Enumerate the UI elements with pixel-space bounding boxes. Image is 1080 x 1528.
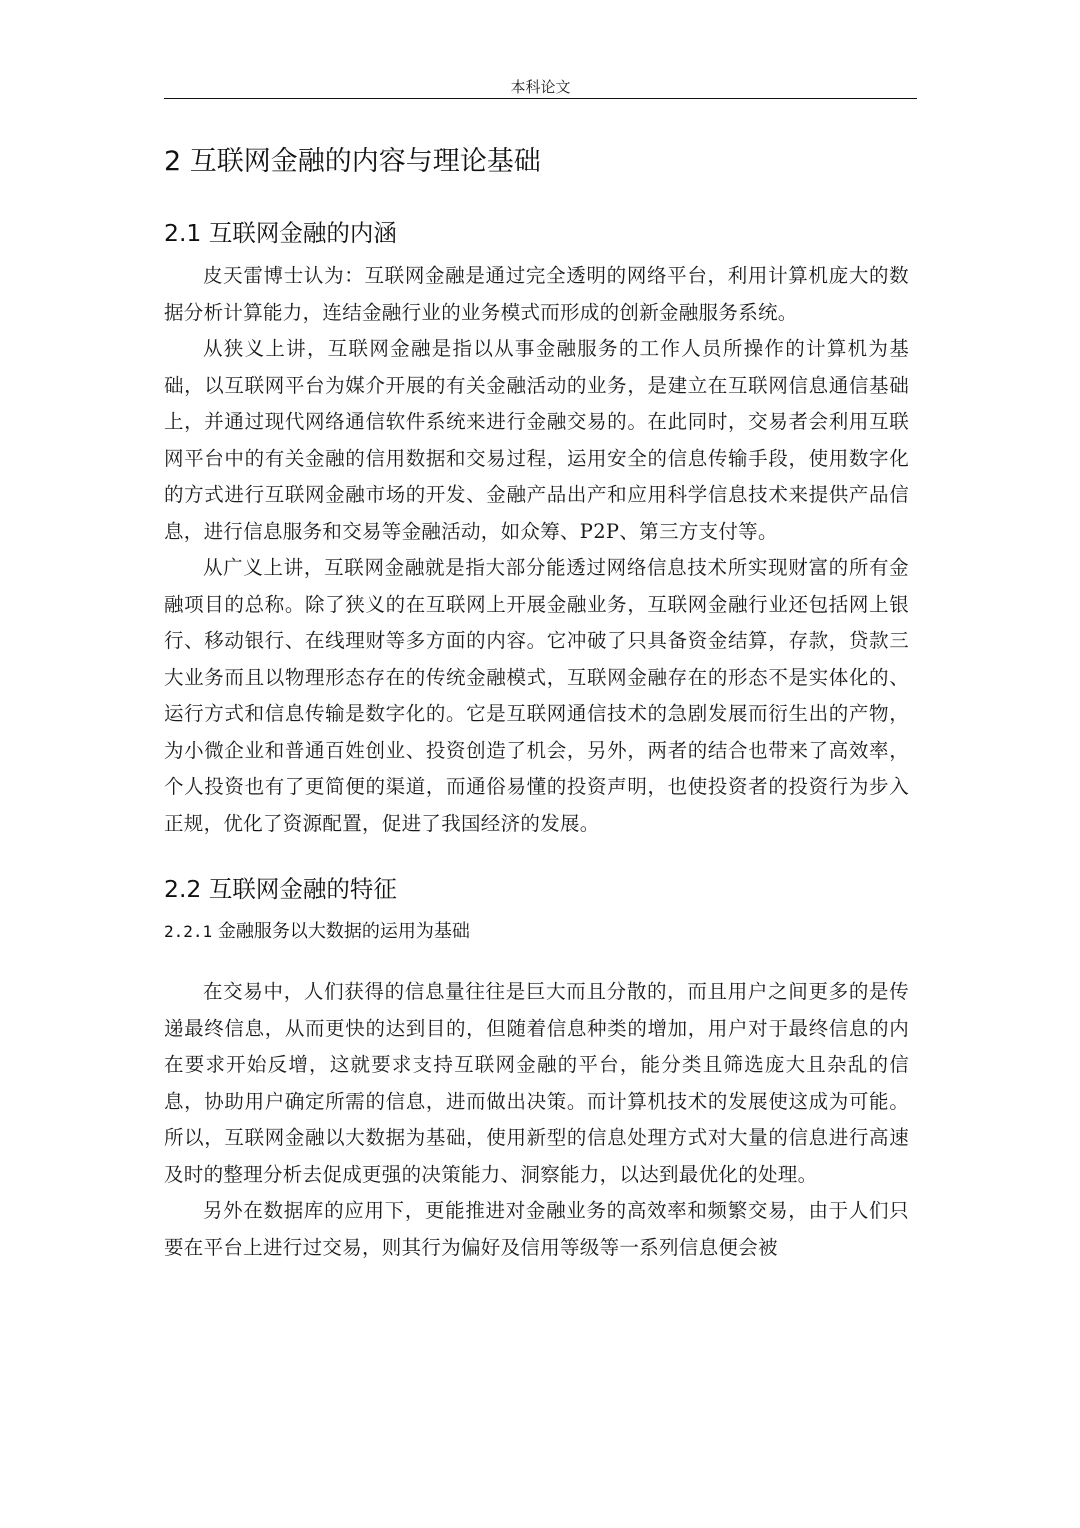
subsection-label: 金融服务以大数据的运用为基础: [217, 921, 470, 942]
paragraph: 从狭义上讲，互联网金融是指以从事金融服务的工作人员所操作的计算机为基础，以互联网平台为媒介开展的有关金融活动的业务，是建立在互联网信息通信基础上，并通过现代网络通信软件系统来进行金融交易的。在此同时，交易者会利用互联网平台中的有关金融的信用数据和交易过程，运用安全的信息传输手段，使用数字化的方式进行互联网金融市场的开发、金融产品出产和应用科学信息技术来提供产品信息，进行信息服务和交易等金融活动，如众筹、P2P、第三方支付等。: [164, 337, 909, 543]
paragraph: 皮天雷博士认为：互联网金融是通过完全透明的网络平台，利用计算机庞大的数据分析计算能力，连结金融行业的业务模式而形成的创新金融服务系统。: [164, 264, 909, 324]
paragraph: 另外在数据库的应用下，更能推进对金融业务的高效率和频繁交易，由于人们只要在平台上进行过交易，则其行为偏好及信用等级等一系列信息便会被: [164, 1199, 909, 1259]
section-title-2-1: 2.1 互联网金融的内涵: [164, 219, 397, 247]
paragraph: 从广义上讲，互联网金融就是指大部分能透过网络信息技术所实现财富的所有金融项目的总称。除了狭义的在互联网上开展金融业务，互联网金融行业还包括网上银行、移动银行、在线理财等多方面的内容。它冲破了只具备资金结算，存款，贷款三大业务而且以物理形态存在的传统金融模式，互联网金融存在的形态不是实体化的、运行方式和信息传输是数字化的。它是互联网通信技术的急剧发展而衍生出的产物，为小微企业和普通百姓创业、投资创造了机会，另外，两者的结合也带来了高效率，个人投资也有了更简便的渠道，而通俗易懂的投资声明，也使投资者的投资行为步入正规，优化了资源配置，促进了我国经济的发展。: [164, 556, 909, 835]
section-title-2-2: 2.2 互联网金融的特征: [164, 875, 397, 903]
subsection-number: 2.2.1: [164, 922, 213, 941]
paragraph: 在交易中，人们获得的信息量往往是巨大而且分散的，而且用户之间更多的是传递最终信息，从而更快的达到目的，但随着信息种类的增加，用户对于最终信息的内在要求开始反增，这就要求支持互联网金融的平台，能分类且筛选庞大且杂乱的信息，协助用户确定所需的信息，进而做出决策。而计算机技术的发展使这成为可能。所以，互联网金融以大数据为基础，使用新型的信息处理方式对大量的信息进行高速及时的整理分析去促成更强的决策能力、洞察能力，以达到最优化的处理。: [164, 980, 909, 1186]
header-rule: [164, 98, 917, 99]
subsection-title-2-2-1: [164, 918, 909, 946]
running-header: 本科论文: [510, 78, 571, 96]
chapter-title: 2 互联网金融的内容与理论基础: [164, 146, 541, 177]
page-content: [164, 142, 909, 1266]
